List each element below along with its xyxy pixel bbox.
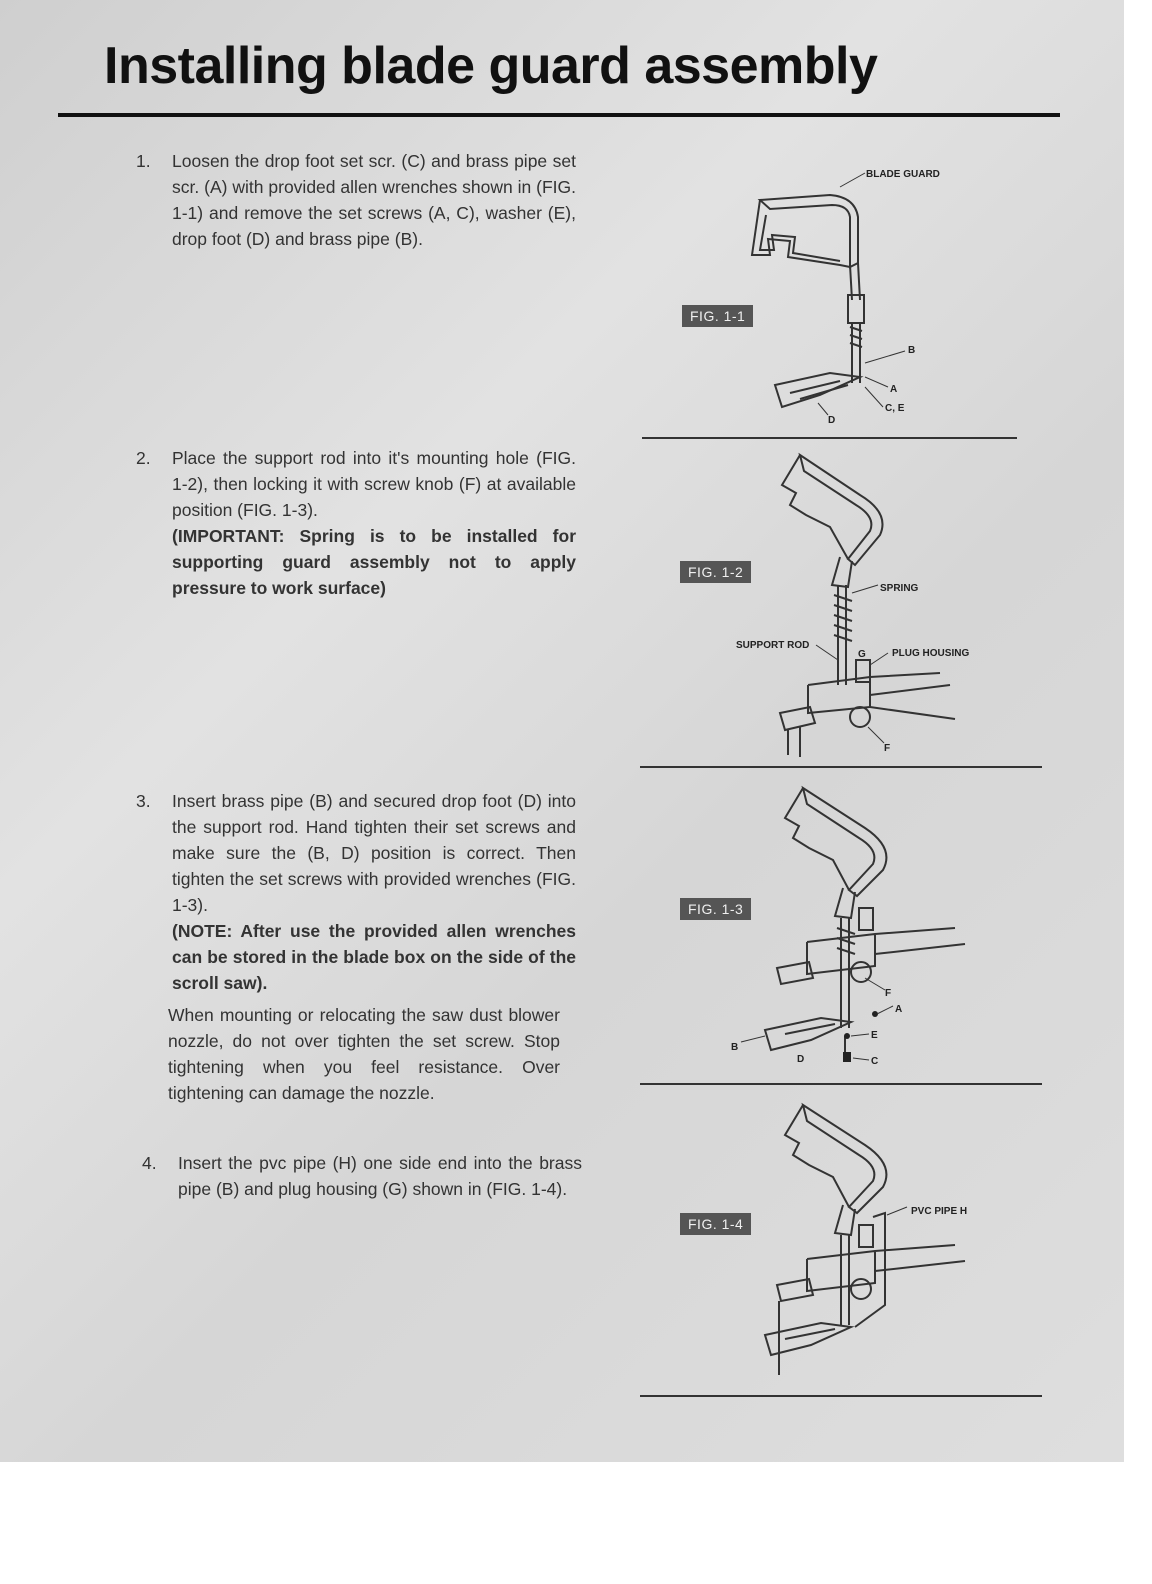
callout-e: E	[871, 1030, 878, 1041]
callout-b: B	[731, 1042, 739, 1053]
fig-1-3-illustration	[725, 778, 985, 1078]
fig-1-3-label: FIG. 1-3	[680, 898, 751, 920]
step-number: 3.	[136, 791, 151, 811]
step-3-extra: When mounting or relocating the saw dust blower nozzle, do not over tighten the set screw. Stop tightening when you feel resistance. Over tightening can damage the nozzle.	[168, 1005, 560, 1103]
callout-f: F	[884, 743, 891, 754]
step-2	[136, 445, 576, 601]
step-1	[136, 148, 576, 252]
callout-plug-housing: PLUG HOUSING	[892, 648, 970, 659]
step-text: Insert the pvc pipe (H) one side end into the brass pipe (B) and plug housing (G) shown in (FIG. 1-4).	[178, 1153, 582, 1199]
callout-f: F	[885, 988, 892, 999]
callout-d: D	[828, 415, 836, 426]
fig-1-2-illustration	[720, 445, 990, 760]
note-lead: (NOTE:	[172, 921, 233, 941]
page-title: Installing blade guard assembly	[104, 37, 878, 95]
important-note: (IMPORTANT: Spring is to be installed for supporting guard assembly not to apply pressure to work surface)	[172, 526, 576, 598]
fig-1-1-illustration	[700, 155, 1000, 430]
step-number: 1.	[136, 151, 151, 171]
step-number: 2.	[136, 448, 151, 468]
fig-1-4-illustration	[725, 1095, 985, 1380]
step-4	[142, 1150, 582, 1202]
callout-a: A	[895, 1004, 903, 1015]
title-rule	[58, 113, 1060, 117]
figure-divider	[640, 1395, 1042, 1397]
callout-pvc-pipe-h: PVC PIPE H	[911, 1206, 968, 1217]
figure-divider	[640, 1083, 1042, 1085]
callout-support-rod: SUPPORT ROD	[736, 640, 810, 651]
callout-c: C	[871, 1056, 879, 1067]
step-number: 4.	[142, 1153, 157, 1173]
step-3	[136, 788, 576, 996]
callout-spring: SPRING	[880, 583, 919, 594]
step-text: Insert brass pipe (B) and secured drop foot (D) into the support rod. Hand tighten their set screws and make sure the (B, D) position is correct. Then tighten the set screws with provided wrenches (FIG. 1-3).	[172, 791, 576, 915]
note-text: After use the provided allen wrenches can be stored in the blade box on the side of the scroll saw).	[172, 921, 576, 993]
callout-d: D	[797, 1054, 805, 1065]
step-text: Loosen the drop foot set scr. (C) and brass pipe set scr. (A) with provided allen wrenches shown in (FIG. 1-1) and remove the set screws (A, C), washer (E), drop foot (D) and brass pipe (B).	[172, 151, 576, 249]
callout-c-e: C, E	[885, 403, 905, 414]
callout-a: A	[890, 384, 898, 395]
fig-1-1-label: FIG. 1-1	[682, 305, 753, 327]
callout-g: G	[858, 649, 866, 660]
callout-b: B	[908, 345, 916, 356]
step-text: Place the support rod into it's mounting hole (FIG. 1-2), then locking it with screw knob (F) at available position (FIG. 1-3).	[172, 448, 576, 520]
figure-divider	[642, 437, 1017, 439]
figure-divider	[640, 766, 1042, 768]
callout-blade-guard: BLADE GUARD	[866, 169, 940, 180]
fig-1-4-label: FIG. 1-4	[680, 1213, 751, 1235]
fig-1-2-label: FIG. 1-2	[680, 561, 751, 583]
